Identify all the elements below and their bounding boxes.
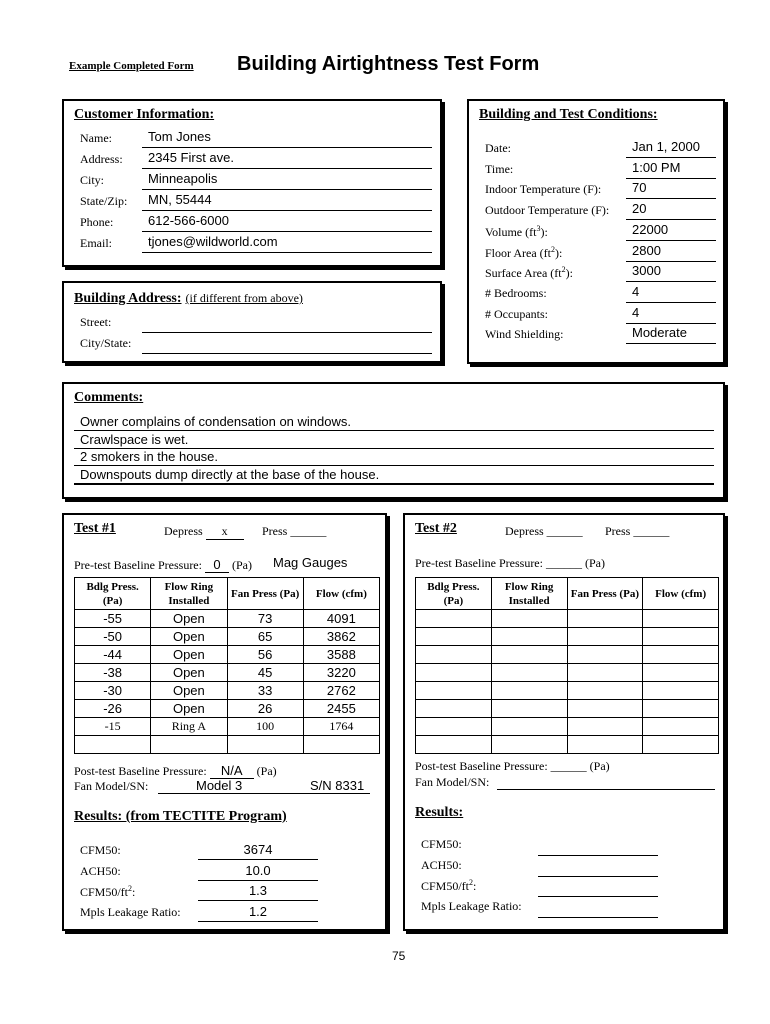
test1-fan-field[interactable] (158, 793, 370, 794)
table-cell[interactable]: Open (151, 682, 227, 700)
table-row (416, 682, 719, 700)
test1-posttest-unit: (Pa) (256, 764, 277, 778)
customer-field-label: Email: (80, 236, 112, 250)
customer-field-label: City: (80, 173, 105, 187)
test1-posttest-value[interactable]: N/A (210, 763, 254, 779)
condition-field-line[interactable] (626, 219, 716, 220)
result-line[interactable] (538, 896, 658, 897)
label-suffix: ): (554, 245, 563, 260)
label-superscript: 2 (128, 884, 133, 893)
table-row (75, 610, 380, 628)
label-suffix: ): (565, 266, 573, 281)
condition-field-value: 70 (632, 180, 647, 196)
label-superscript: 2 (561, 265, 566, 275)
table-cell[interactable]: Open (151, 628, 227, 646)
condition-field-line[interactable] (626, 261, 716, 262)
example-label: Example Completed Form (69, 60, 194, 72)
table-cell[interactable] (491, 700, 567, 718)
result-value: 1.2 (248, 903, 268, 919)
test2-press (605, 524, 669, 539)
table-cell[interactable]: 3862 (303, 628, 379, 646)
table-cell[interactable] (491, 610, 567, 628)
condition-field-line[interactable] (626, 240, 716, 241)
label-text: Surface Area (ft (485, 266, 562, 281)
customer-field-line[interactable] (142, 231, 432, 232)
table-row (75, 718, 380, 736)
comments-heading: Comments: (74, 390, 144, 405)
test2-posttest (415, 759, 610, 774)
table-cell[interactable]: 2455 (303, 700, 379, 718)
customer-field-line[interactable] (142, 168, 432, 169)
label-text: Mpls Leakage Ratio: (421, 898, 522, 913)
table-row (75, 682, 380, 700)
table-cell[interactable] (416, 628, 492, 646)
condition-field-label (485, 141, 511, 156)
page-title: Building Airtightness Test Form (237, 53, 540, 75)
table-cell[interactable] (567, 682, 643, 700)
condition-field-line[interactable] (626, 343, 716, 344)
table-cell[interactable] (416, 610, 492, 628)
test2-box (403, 513, 725, 931)
table-cell[interactable] (416, 700, 492, 718)
test1-press (262, 524, 326, 539)
table-row (416, 628, 719, 646)
customer-field-label: Address: (80, 152, 123, 166)
test2-posttest-label: Post-test Baseline Pressure: (415, 759, 548, 773)
table-cell[interactable]: Open (151, 610, 227, 628)
table-cell[interactable]: -44 (75, 646, 151, 664)
condition-field-label (485, 203, 609, 218)
table-cell[interactable] (416, 736, 492, 754)
customer-field-line[interactable] (142, 189, 432, 190)
test1-pretest-unit: (Pa) (231, 558, 252, 572)
condition-field-value: Jan 1, 2000 (632, 139, 700, 154)
label-text: Mpls Leakage Ratio: (80, 904, 181, 919)
table-cell[interactable] (643, 646, 719, 664)
customer-field-value: tjones@wildworld.com (148, 234, 278, 249)
table-cell[interactable] (643, 682, 719, 700)
condition-field-line[interactable] (626, 323, 716, 324)
label-text: Time: (485, 161, 514, 176)
label-text: CFM50: (421, 837, 462, 851)
table-row (75, 628, 380, 646)
test2-press-label: Press (605, 524, 631, 538)
condition-field-line[interactable] (626, 281, 716, 282)
table-cell[interactable]: Open (151, 646, 227, 664)
table-cell[interactable]: Ring A (151, 718, 227, 736)
label-text: Wind Shielding: (485, 327, 564, 342)
table-cell[interactable] (643, 718, 719, 736)
column-header: Flow Ring Installed (491, 578, 567, 610)
result-line[interactable] (198, 880, 318, 881)
table-cell[interactable] (491, 628, 567, 646)
label-superscript: 2 (550, 244, 555, 254)
test2-pretest (415, 556, 605, 571)
result-label (421, 878, 476, 894)
test1-gauge: Mag Gauges (273, 555, 348, 570)
test2-data-table (415, 577, 719, 754)
table-row (75, 700, 380, 718)
page-number: 75 (392, 949, 406, 963)
column-header: Flow Ring Installed (151, 578, 227, 610)
table-cell[interactable] (75, 736, 151, 754)
table-cell[interactable] (491, 664, 567, 682)
table-cell[interactable] (416, 646, 492, 664)
condition-field-value: 1:00 PM (632, 159, 681, 175)
city-state-field[interactable] (142, 353, 432, 354)
test1-press-label: Press (262, 524, 288, 538)
label-text: CFM50: (80, 843, 121, 857)
table-cell[interactable] (643, 736, 719, 754)
test1-posttest-label: Post-test Baseline Pressure: (74, 764, 207, 778)
customer-field-line[interactable] (142, 147, 432, 148)
table-cell[interactable]: -55 (75, 610, 151, 628)
test2-heading: Test #2 (415, 521, 457, 536)
test1-depress-label: Depress (164, 524, 203, 538)
label-suffix: ): (540, 224, 548, 239)
result-label (421, 858, 462, 873)
city-state-label: City/State: (80, 336, 132, 350)
test2-posttest-value[interactable]: ______ (550, 759, 587, 773)
street-label: Street: (80, 315, 112, 329)
customer-info-heading: Customer Information: (74, 107, 215, 122)
test-conditions-box (467, 99, 725, 364)
test2-posttest-unit: (Pa) (589, 759, 610, 773)
table-row (75, 646, 380, 664)
customer-field-value: 612-566-6000 (148, 213, 229, 228)
customer-field-label: State/Zip: (80, 194, 128, 208)
result-label (421, 899, 522, 914)
test2-fan-label: Fan Model/SN: (415, 775, 490, 789)
table-cell[interactable] (567, 718, 643, 736)
condition-field-value: 4 (632, 304, 640, 320)
label-text: ACH50: (80, 863, 121, 878)
label-text: ACH50: (421, 857, 462, 872)
table-row (416, 736, 719, 754)
table-cell[interactable]: Open (151, 664, 227, 682)
test1-pretest-label: Pre-test Baseline Pressure: (74, 558, 202, 572)
condition-field-value: 20 (632, 201, 647, 217)
result-line[interactable] (538, 855, 658, 856)
table-row (75, 664, 380, 682)
label-text: # Bedrooms: (485, 285, 547, 300)
test2-depress-value[interactable]: ______ (546, 524, 583, 538)
test2-depress (505, 524, 583, 539)
customer-field-value: MN, 55444 (148, 192, 212, 207)
comment-line-rule[interactable] (74, 484, 714, 485)
table-cell[interactable] (567, 664, 643, 682)
customer-field-value: Minneapolis (148, 171, 218, 186)
condition-field-line[interactable] (626, 302, 716, 303)
table-cell[interactable]: 65 (227, 628, 303, 646)
table-cell[interactable] (227, 736, 303, 754)
label-superscript: 3 (536, 223, 541, 233)
condition-field-value: 3000 (632, 263, 661, 279)
result-line[interactable] (198, 859, 318, 860)
table-cell[interactable]: 45 (227, 664, 303, 682)
building-address-note: (if different from above) (185, 291, 303, 305)
table-cell[interactable] (416, 664, 492, 682)
customer-field-value: 2345 First ave. (148, 150, 234, 165)
table-cell[interactable]: 56 (227, 646, 303, 664)
label-suffix: : (132, 885, 136, 899)
label-text: Indoor Temperature (F): (485, 182, 602, 197)
label-text: Outdoor Temperature (F): (485, 203, 610, 218)
table-cell[interactable]: 100 (227, 718, 303, 736)
test2-pretest-value[interactable]: ______ (545, 556, 582, 570)
customer-field-label: Phone: (80, 215, 114, 229)
test1-fan-label: Fan Model/SN: (74, 779, 149, 793)
label-text: Floor Area (ft (485, 245, 551, 260)
table-cell[interactable]: 33 (227, 682, 303, 700)
comment-line: Owner complains of condensation on windows. (80, 414, 351, 429)
table-cell[interactable] (491, 718, 567, 736)
table-cell[interactable] (416, 718, 492, 736)
table-cell[interactable]: 1764 (303, 718, 379, 736)
result-line[interactable] (198, 921, 318, 922)
test1-results-heading: Results: (from TECTITE Program) (74, 809, 287, 824)
test1-posttest (74, 763, 277, 779)
table-cell[interactable] (567, 646, 643, 664)
condition-field-line[interactable] (626, 157, 716, 158)
column-header: Flow (cfm) (303, 578, 379, 610)
result-label (80, 864, 121, 879)
table-cell[interactable] (643, 628, 719, 646)
condition-field-value: Moderate (632, 325, 687, 341)
test2-pretest-unit: (Pa) (584, 556, 605, 570)
column-header: Fan Press (Pa) (227, 578, 303, 610)
street-field[interactable] (142, 332, 432, 333)
customer-field-label: Name: (80, 131, 112, 145)
customer-field-line[interactable] (142, 252, 432, 253)
condition-field-value: 4 (632, 283, 640, 299)
table-cell[interactable]: -26 (75, 700, 151, 718)
test1-depress (164, 524, 244, 540)
condition-field-label (485, 245, 562, 261)
condition-field-label (485, 182, 601, 197)
condition-field-label (485, 286, 547, 301)
table-cell[interactable]: 4091 (303, 610, 379, 628)
condition-field-label (485, 327, 564, 342)
condition-field-line[interactable] (626, 178, 716, 179)
table-row (416, 718, 719, 736)
test2-press-value[interactable]: ______ (633, 524, 670, 538)
test1-pretest (74, 557, 252, 573)
result-line[interactable] (538, 876, 658, 877)
table-row (416, 646, 719, 664)
label-text: Date: (485, 141, 511, 155)
table-cell[interactable] (567, 700, 643, 718)
comment-line: Crawlspace is wet. (80, 431, 189, 447)
table-cell[interactable]: 3588 (303, 646, 379, 664)
test1-fan-model: Model 3 (196, 778, 243, 793)
test2-depress-label: Depress (505, 524, 544, 538)
result-line[interactable] (198, 900, 318, 901)
table-cell[interactable] (303, 736, 379, 754)
table-row (416, 610, 719, 628)
building-address-box (62, 281, 442, 363)
result-label (421, 837, 462, 852)
table-cell[interactable]: 26 (227, 700, 303, 718)
table-cell[interactable]: 2762 (303, 682, 379, 700)
comment-line: Downspouts dump directly at the base of the house. (80, 466, 380, 482)
condition-field-value: 2800 (632, 242, 661, 258)
result-value: 10.0 (245, 862, 271, 878)
condition-field-label (485, 224, 548, 240)
column-header: Bdlg Press. (Pa) (75, 578, 151, 610)
result-value: 1.3 (248, 883, 268, 898)
test2-results-heading: Results: (415, 805, 464, 820)
condition-field-value: 22000 (632, 221, 669, 237)
label-suffix: : (473, 879, 477, 893)
table-cell[interactable]: 73 (227, 610, 303, 628)
table-cell[interactable]: -38 (75, 664, 151, 682)
result-label (80, 843, 121, 858)
building-address-title: Building Address: (74, 291, 182, 306)
table-cell[interactable] (643, 700, 719, 718)
test-conditions-heading: Building and Test Conditions: (479, 107, 658, 122)
comments-box (62, 382, 725, 499)
customer-info-box (62, 99, 442, 267)
table-cell[interactable] (491, 736, 567, 754)
condition-field-label (485, 265, 573, 281)
label-text: CFM50/ft (80, 885, 129, 899)
test2-pretest-label: Pre-test Baseline Pressure: (415, 556, 543, 570)
test1-pretest-value[interactable]: 0 (205, 557, 229, 573)
table-cell[interactable]: -15 (75, 718, 151, 736)
test1-heading: Test #1 (74, 521, 116, 536)
column-header: Bdlg Press. (Pa) (416, 578, 492, 610)
condition-field-label (485, 307, 548, 322)
table-cell[interactable] (416, 682, 492, 700)
table-cell[interactable] (643, 610, 719, 628)
table-cell[interactable] (567, 628, 643, 646)
result-value: 3674 (243, 842, 273, 857)
result-label (80, 905, 181, 920)
test1-depress-value[interactable]: x (206, 524, 244, 540)
table-cell[interactable] (151, 736, 227, 754)
table-cell[interactable]: Open (151, 700, 227, 718)
label-text: Volume (ft (485, 224, 537, 239)
table-cell[interactable] (643, 664, 719, 682)
label-text: # Occupants: (485, 306, 548, 321)
test1-fan-sn: S/N 8331 (310, 778, 365, 793)
building-address-heading (74, 289, 303, 307)
column-header: Flow (cfm) (643, 578, 719, 610)
table-cell[interactable] (491, 646, 567, 664)
test1-press-value[interactable]: ______ (290, 524, 327, 538)
customer-field-value: Tom Jones (148, 129, 211, 144)
test1-box (62, 513, 387, 931)
label-text: CFM50/ft (421, 879, 470, 893)
table-row (416, 664, 719, 682)
condition-field-line[interactable] (626, 198, 716, 199)
result-label (80, 884, 135, 900)
table-cell[interactable]: 3220 (303, 664, 379, 682)
result-line[interactable] (538, 917, 658, 918)
test1-data-table (74, 577, 380, 754)
condition-field-label (485, 162, 513, 177)
table-cell[interactable]: -30 (75, 682, 151, 700)
table-cell[interactable] (567, 736, 643, 754)
column-header: Fan Press (Pa) (567, 578, 643, 610)
customer-field-line[interactable] (142, 210, 432, 211)
comment-line: 2 smokers in the house. (80, 449, 219, 464)
table-row (416, 700, 719, 718)
table-row (75, 736, 380, 754)
table-cell[interactable] (491, 682, 567, 700)
table-cell[interactable] (567, 610, 643, 628)
test2-fan-field[interactable] (497, 789, 715, 790)
label-superscript: 2 (469, 878, 474, 887)
table-cell[interactable]: -50 (75, 628, 151, 646)
